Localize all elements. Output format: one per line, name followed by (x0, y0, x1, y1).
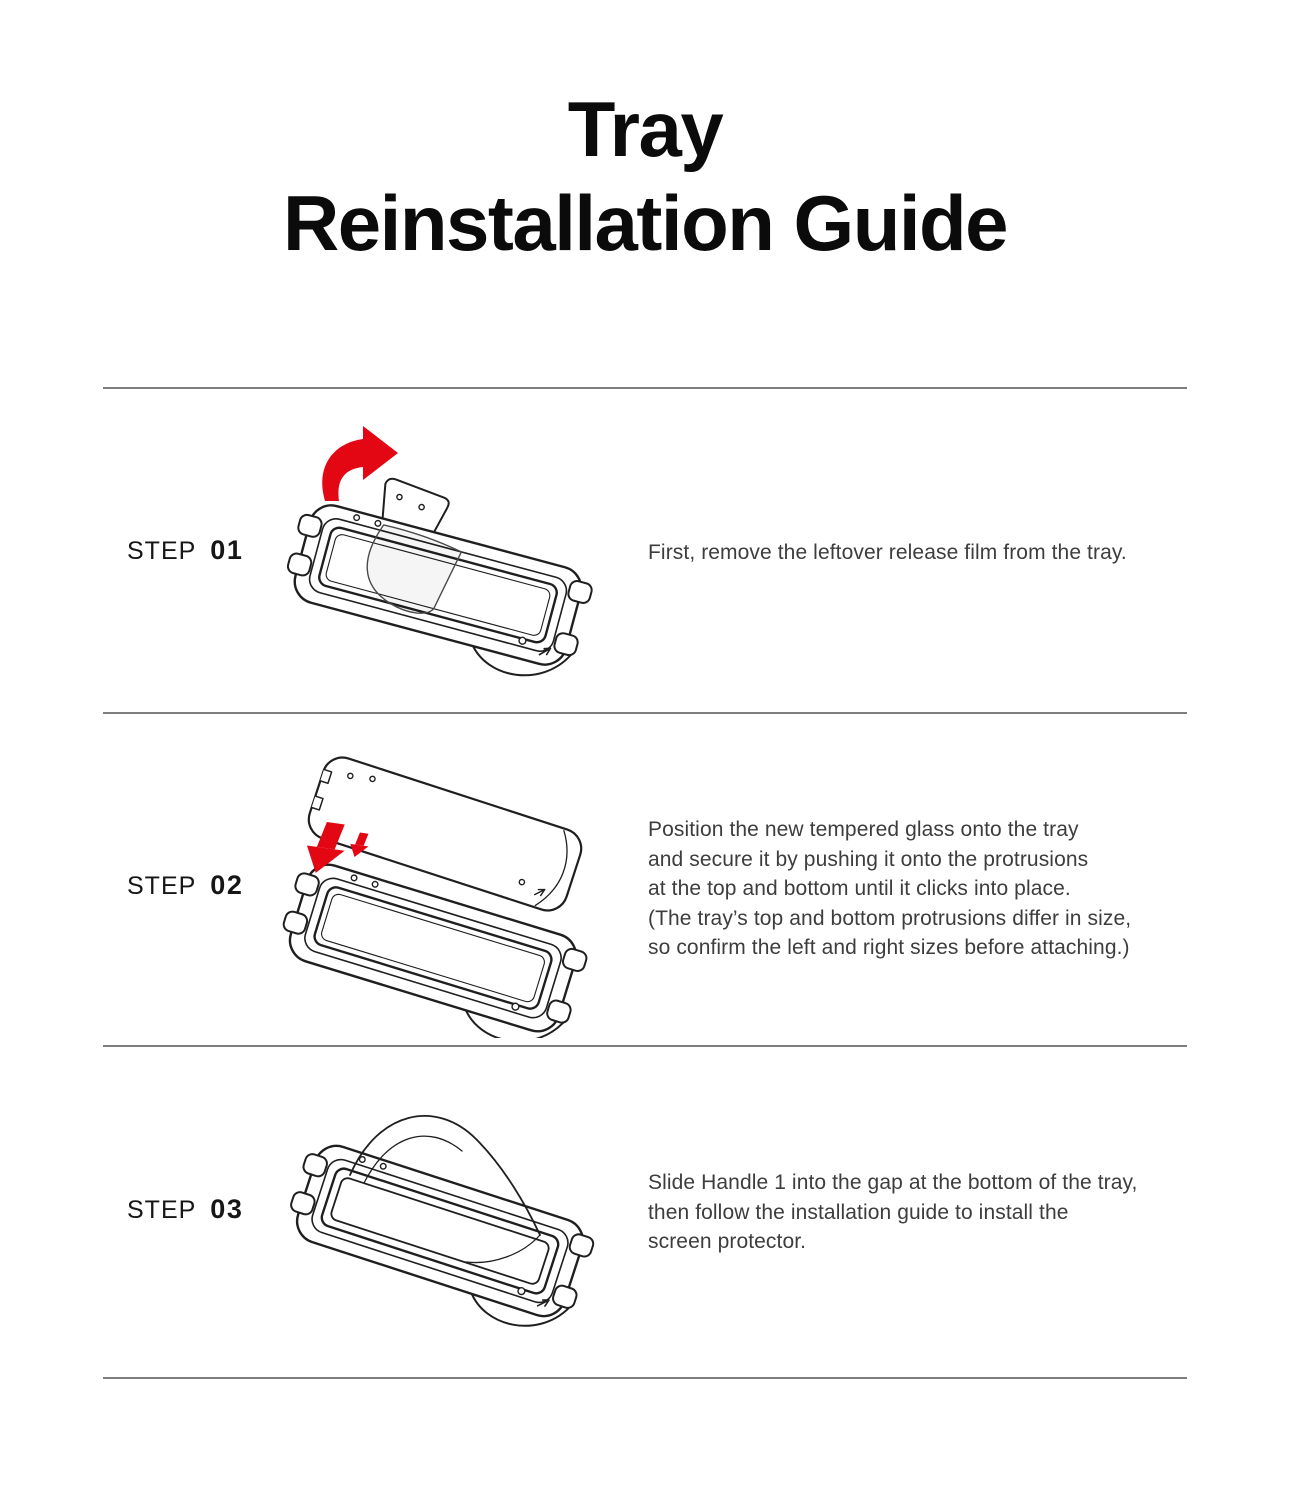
step-number: 03 (210, 1194, 244, 1224)
step-number: 02 (210, 870, 244, 900)
divider (103, 1377, 1187, 1379)
step-description-line: Position the new tempered glass onto the tray (648, 818, 1079, 841)
step1-illustration (275, 415, 620, 710)
step-word: STEP (127, 537, 197, 565)
page-title (0, 82, 1290, 270)
tray-with-glass-drawing (278, 1083, 628, 1353)
step2-section (103, 712, 1187, 1045)
step-description-line: and secure it by pushing it onto the protrusions (648, 847, 1089, 871)
tray-illustration (278, 1137, 598, 1341)
tray-peel-film-drawing (275, 415, 620, 710)
glass-onto-tray-drawing (273, 738, 618, 1038)
step2-illustration (273, 738, 618, 1038)
step-description-line: screen protector. (648, 1230, 807, 1253)
step-description-line: at the top and bottom until it clicks into place. (648, 877, 1071, 900)
page-title-line1: Tray (567, 85, 723, 173)
step3-label (127, 1194, 243, 1225)
step2-label (127, 870, 243, 901)
page-title-line2: Reinstallation Guide (282, 179, 1008, 267)
step1-description (648, 538, 1127, 568)
step-description-line: then follow the installation guide to install the (648, 1200, 1069, 1224)
step1-section (103, 387, 1187, 712)
step-description-line: so confirm the left and right sizes before attaching.) (648, 936, 1130, 959)
step-word: STEP (127, 872, 197, 900)
step-description-line: First, remove the leftover release film from the tray. (648, 541, 1127, 564)
step-description-line: (The tray’s top and bottom protrusions differ in size, (648, 906, 1132, 930)
step1-label (127, 535, 243, 566)
step2-description (648, 815, 1131, 963)
step3-section (103, 1045, 1187, 1378)
step-word: STEP (127, 1196, 197, 1224)
step-number: 01 (210, 535, 244, 565)
step-description-line: Slide Handle 1 into the gap at the bottom of the tray, (648, 1171, 1138, 1194)
step3-description (648, 1168, 1138, 1257)
step3-illustration (278, 1083, 628, 1353)
